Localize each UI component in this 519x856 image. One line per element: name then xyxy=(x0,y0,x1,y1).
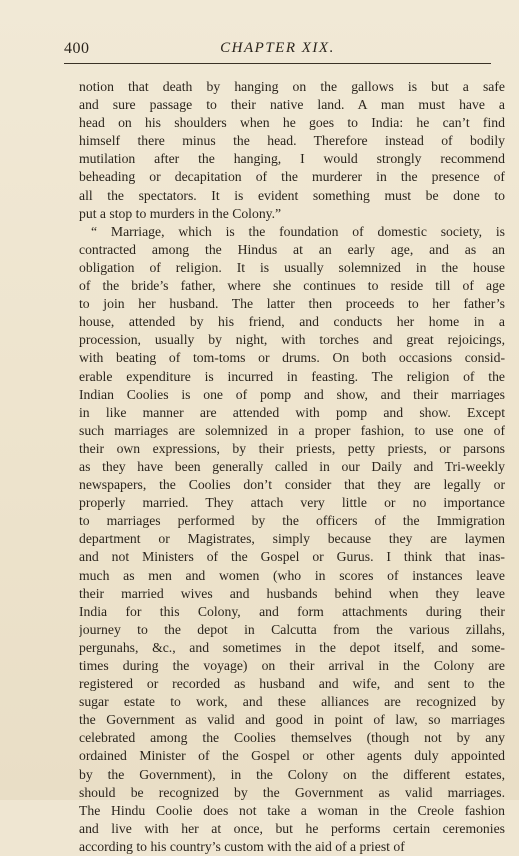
text-line: India for this Colony, and form attachments during their xyxy=(79,603,505,619)
text-line: such marriages are solemnized in a proper fashion, to use one of xyxy=(79,422,505,438)
text-line: should be recognized by the Government as valid marriages. xyxy=(79,784,505,800)
text-line: department or Magistrates, simply because they are laymen xyxy=(79,531,505,547)
text-line: obligation of religion. It is usually solemnized in the house xyxy=(79,259,505,275)
running-head: CHAPTER XIX. xyxy=(220,40,335,56)
text-line: newspapers, the Coolies don’t consider that they are legally or xyxy=(79,477,505,493)
text-line: properly married. They attach very little or no importance xyxy=(79,495,505,511)
text-line: of the bride’s father, where she continues to reside till of age xyxy=(79,278,505,294)
text-line: in like manner are attended with pomp and show. Except xyxy=(79,404,505,420)
text-line: The Hindu Coolie does not take a woman in the Creole fashion xyxy=(79,802,505,818)
text-line: Indian Coolies is one of pomp and show, and their marriages xyxy=(79,386,505,402)
text-line: beheading or decapitation of the murderer in the presence of xyxy=(79,169,505,185)
text-line: and not Ministers of the Gospel or Gurus. I think that inas- xyxy=(79,549,505,565)
text-line: put a stop to murders in the Colony.” xyxy=(79,205,282,221)
text-line: to marriages performed by the officers of the Immigration xyxy=(79,513,505,529)
text-line: ordained Minister of the Gospel or other agents duly appointed xyxy=(79,748,505,764)
text-line: their married wives and husbands behind when they leave xyxy=(79,585,505,601)
text-line: registered or recorded as husband and wife, and sent to the xyxy=(79,676,505,692)
text-line: by the Government), in the Colony on the different estates, xyxy=(79,766,505,782)
text-line: all the spectators. It is evident something must be done to xyxy=(79,187,505,203)
text-line: house, attended by his friend, and conducts her home in a xyxy=(79,314,505,330)
text-line: celebrated among the Coolies themselves (though not by any xyxy=(79,730,505,746)
text-line: much as men and women (who in scores of instances leave xyxy=(79,567,505,583)
page-number: 400 xyxy=(64,40,90,57)
text-line: as they have been generally called in our Daily and Tri-weekly xyxy=(79,458,505,474)
text-line: notion that death by hanging on the gallows is but a safe xyxy=(79,79,505,94)
text-line: journey to the depot in Calcutta from the various zillahs, xyxy=(79,621,505,637)
text-line: with beating of tom-toms or drums. On both occasions consid- xyxy=(79,350,505,366)
text-line: the Government as valid and good in point of law, so marriages xyxy=(79,712,505,728)
text-line: and live with her at once, but he performs certain ceremonies xyxy=(79,820,505,836)
text-line: mutilation after the hanging, I would strongly recommend xyxy=(79,151,505,167)
text-line: contracted among the Hindus at an early age, and as an xyxy=(79,241,505,257)
page-header xyxy=(64,40,491,64)
text-line: times during the voyage) on their arrival in the Colony are xyxy=(79,658,505,673)
text-line: “ Marriage, which is the foundation of domestic society, is xyxy=(91,223,505,239)
text-line: head on his shoulders when he goes to India: he can’t find xyxy=(79,115,505,131)
text-line: according to his country’s custom with the aid of a priest of xyxy=(79,838,405,854)
text-line: procession, usually by night, with torches and great rejoicings, xyxy=(79,332,505,348)
text-line: to join her husband. The latter then proceeds to her father’s xyxy=(79,296,505,312)
text-line: pergunahs, &c., and sometimes in the depot itself, and some- xyxy=(79,639,505,655)
text-line: himself there minus the head. Therefore instead of bodily xyxy=(79,133,505,149)
body-text xyxy=(79,78,505,856)
text-line: their own expressions, by their priests, petty priests, or parsons xyxy=(79,440,505,456)
text-line: erable expenditure is incurred in feasting. The religion of the xyxy=(79,368,505,384)
text-line: sugar estate to work, and these alliances are recognized by xyxy=(79,694,505,710)
text-line: and sure passage to their native land. A man must have a xyxy=(79,97,505,113)
header-rule xyxy=(64,63,491,64)
